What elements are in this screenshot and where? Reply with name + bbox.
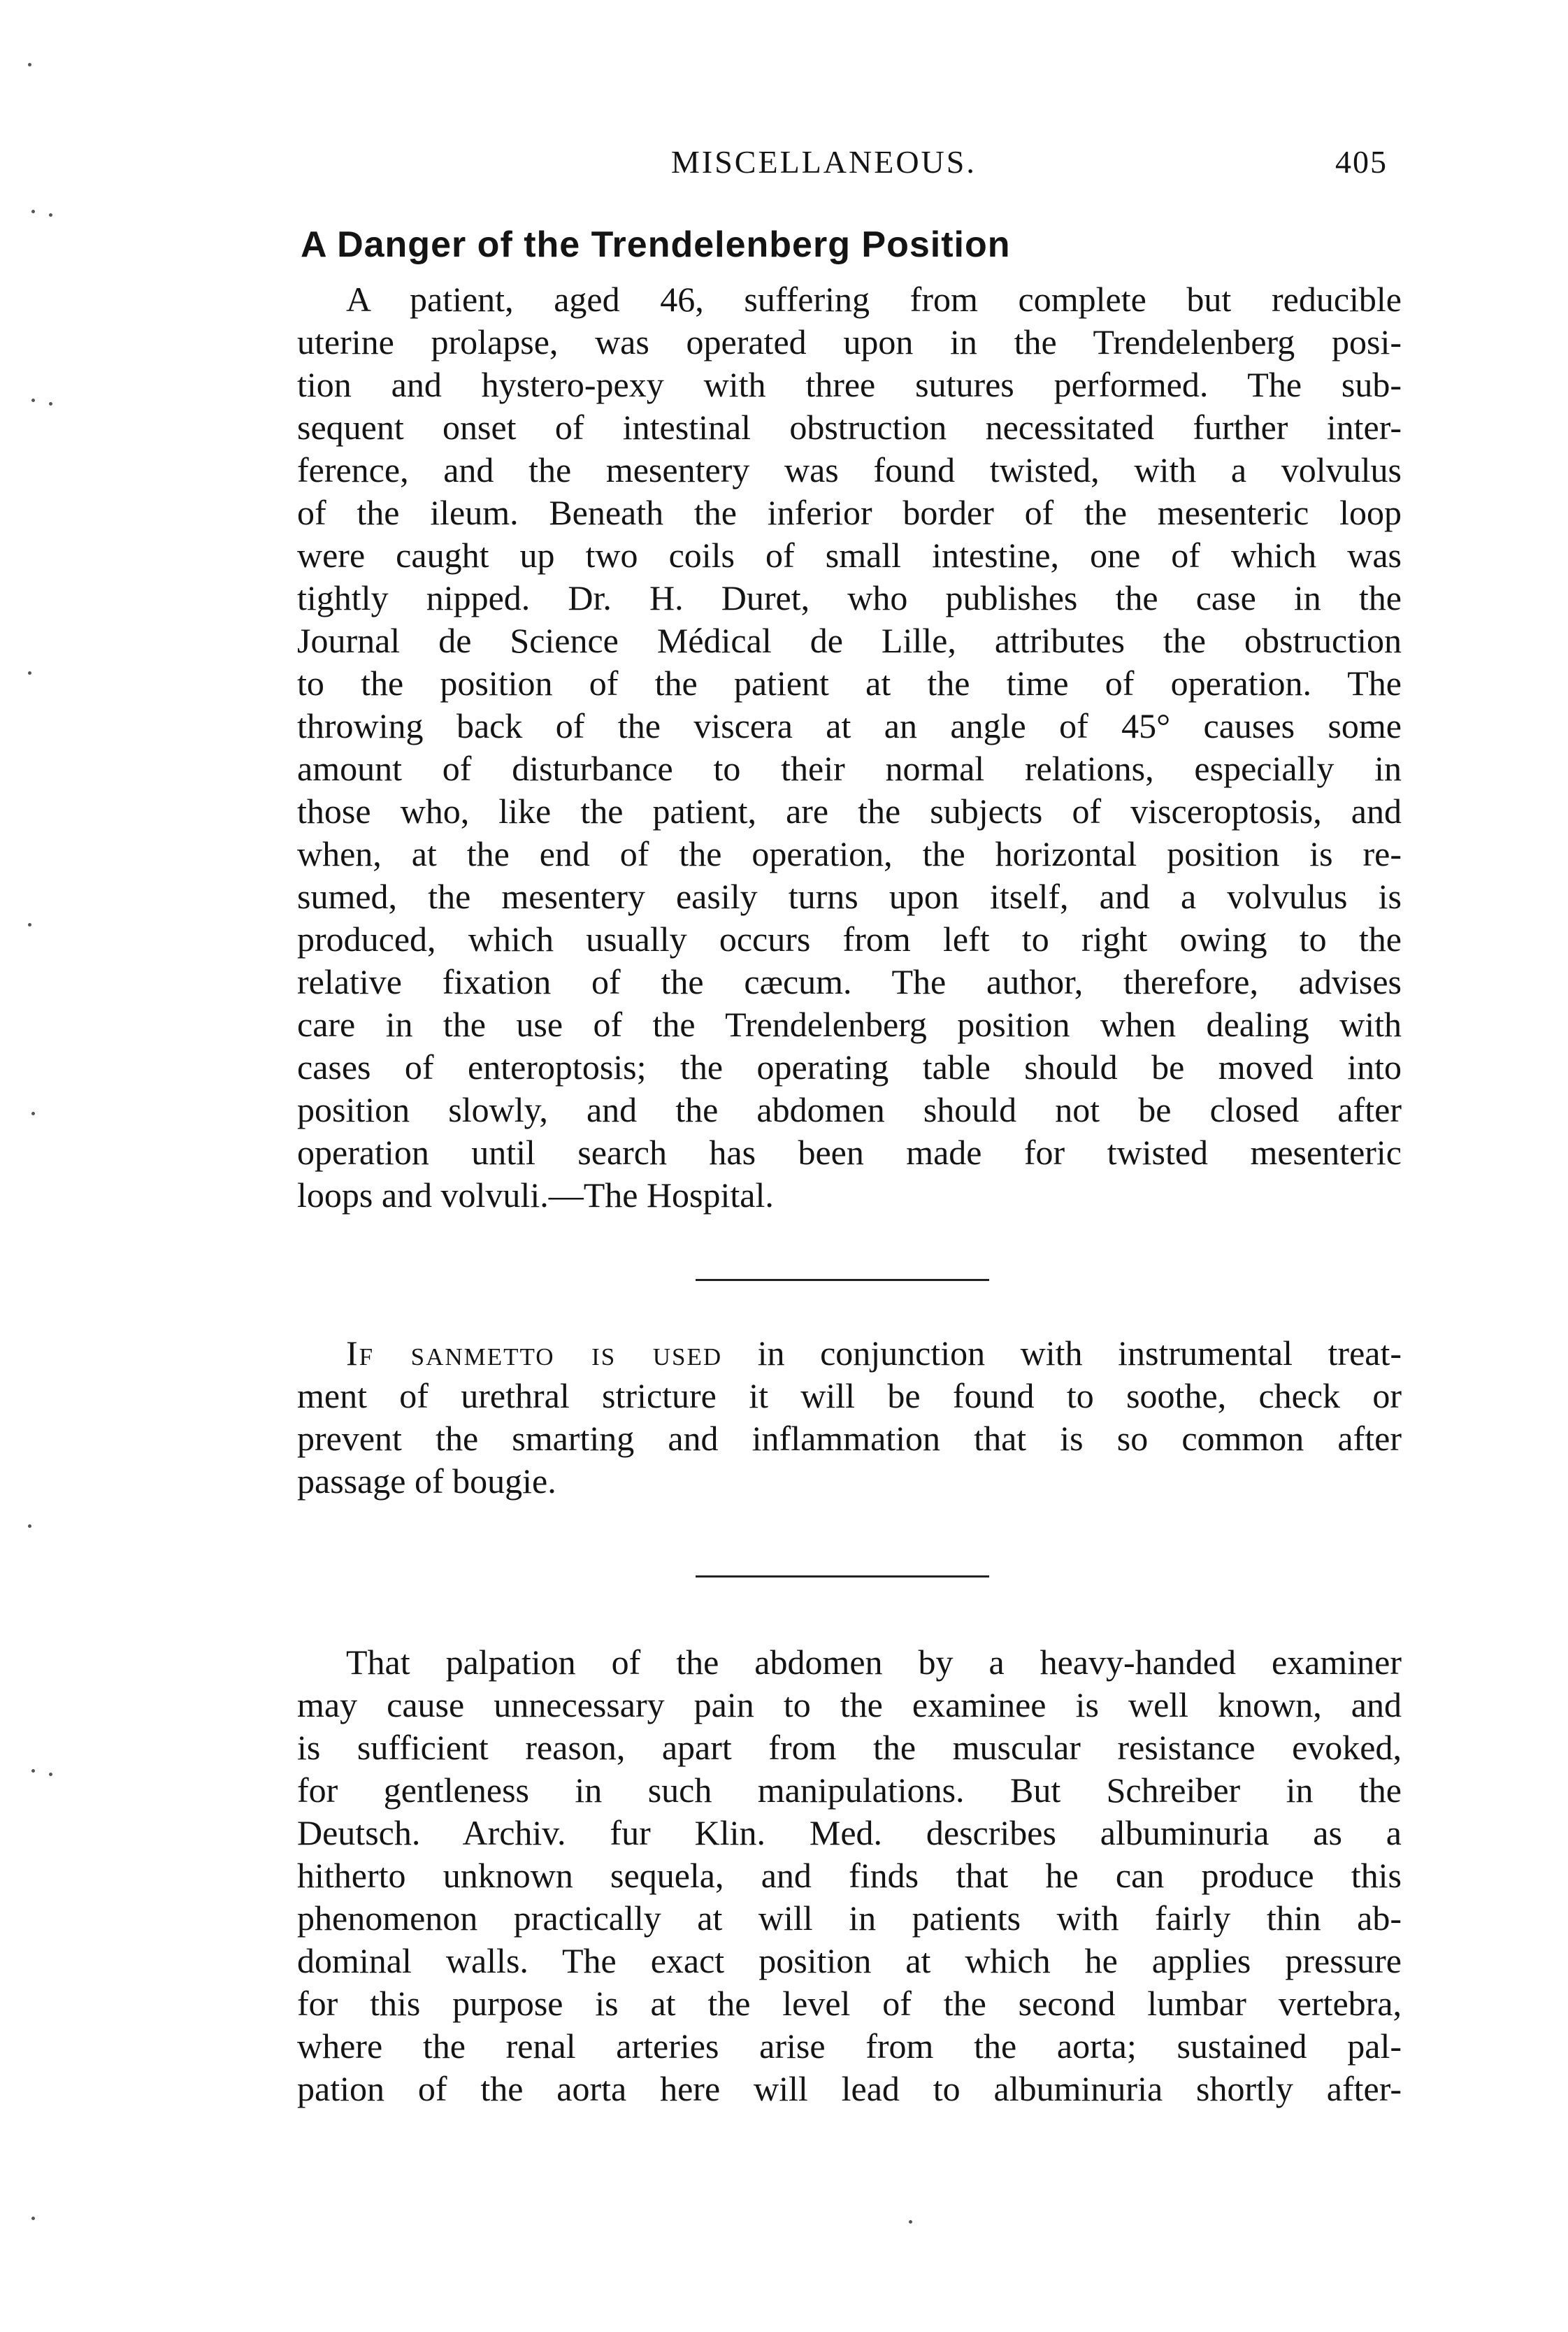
text-line: phenomenon practically at will in patients with fairly thin ab- [297, 1898, 1402, 1938]
text-line: A patient, aged 46, suffering from complete but reducible [346, 280, 1402, 319]
text-line: That palpation of the abdomen by a heavy-handed examiner [346, 1643, 1402, 1682]
text-line [297, 1332, 1402, 1375]
small-caps-lead-in: If sanmetto is used [346, 1333, 723, 1373]
text-line: uterine prolapse, was operated upon in the Trendelenberg posi- [297, 322, 1402, 362]
scan-speck [31, 1769, 35, 1773]
text-line: cases of enteroptosis; the operating table should be moved into [297, 1047, 1402, 1087]
text-line: ference, and the mesentery was found twisted, with a volvulus [297, 450, 1402, 489]
scan-speck [49, 402, 52, 406]
section-divider [696, 1575, 989, 1578]
text-line: loops and volvuli.—The Hospital. [297, 1175, 774, 1215]
text-line: prevent the smarting and inflammation that is so common after [297, 1419, 1402, 1458]
text-line: operation until search has been made for twisted mesenteric [297, 1133, 1402, 1172]
article-body-sanmetto [297, 1332, 1402, 1503]
scan-speck [31, 210, 35, 213]
article-title: A Danger of the Trendelenberg Position [301, 224, 1011, 265]
scan-speck [28, 63, 31, 66]
text-line: those who, like the patient, are the subjects of visceroptosis, and [297, 792, 1402, 831]
text-line: Journal de Science Médical de Lille, attributes the obstruction [297, 621, 1402, 660]
article-body-palpation [297, 1641, 1402, 2110]
text-line: care in the use of the Trendelenberg position when dealing with [297, 1005, 1402, 1044]
text-line: for gentleness in such manipulations. But Schreiber in the [297, 1771, 1402, 1810]
text-line: passage of bougie. [297, 1461, 556, 1501]
scan-speck [31, 2217, 35, 2220]
article-body-trendelenberg [297, 278, 1402, 1217]
scan-speck [31, 399, 35, 402]
text-line: hitherto unknown sequela, and finds that he can produce this [297, 1856, 1402, 1895]
running-head: MISCELLANEOUS. [671, 144, 977, 180]
section-divider [696, 1279, 989, 1281]
scan-speck [909, 2220, 912, 2224]
scan-speck [28, 1524, 31, 1528]
text-line: pation of the aorta here will lead to albuminuria shortly after- [297, 2069, 1402, 2108]
text-line: position slowly, and the abdomen should not be closed after [297, 1090, 1402, 1129]
page-number: 405 [1335, 144, 1388, 180]
text-line: when, at the end of the operation, the horizontal position is re- [297, 834, 1402, 873]
text-line: throwing back of the viscera at an angle of 45° causes some [297, 706, 1402, 745]
scan-speck [28, 923, 31, 927]
text-line: to the position of the patient at the time of operation. The [297, 664, 1402, 703]
text-line: tightly nipped. Dr. H. Duret, who publishes the case in the [297, 578, 1402, 617]
text-line: sequent onset of intestinal obstruction necessitated further inter- [297, 408, 1402, 447]
scan-speck [28, 671, 31, 675]
scan-speck [31, 1112, 35, 1115]
text-line-rest: in conjunction with instrumental treat- [757, 1333, 1402, 1373]
text-line: for this purpose is at the level of the second lumbar vertebra, [297, 1984, 1402, 2023]
text-line: may cause unnecessary pain to the examinee is well known, and [297, 1685, 1402, 1724]
text-line: amount of disturbance to their normal relations, especially in [297, 749, 1402, 788]
scan-speck [49, 213, 52, 217]
text-line: relative fixation of the cæcum. The author, therefore, advises [297, 962, 1402, 1001]
text-line: of the ileum. Beneath the inferior border of the mesenteric loop [297, 493, 1402, 532]
scan-speck [49, 1773, 52, 1776]
text-line: ment of urethral stricture it will be found to soothe, check or [297, 1376, 1402, 1415]
text-line: produced, which usually occurs from left to right owing to the [297, 920, 1402, 959]
text-line: is sufficient reason, apart from the muscular resistance evoked, [297, 1728, 1402, 1767]
text-line: sumed, the mesentery easily turns upon itself, and a volvulus is [297, 877, 1402, 916]
text-line: dominal walls. The exact position at which he applies pressure [297, 1941, 1402, 1980]
text-line: were caught up two coils of small intestine, one of which was [297, 536, 1402, 575]
text-line: tion and hystero-pexy with three sutures performed. The sub- [297, 365, 1402, 404]
text-line: where the renal arteries arise from the aorta; sustained pal- [297, 2026, 1402, 2066]
text-line: Deutsch. Archiv. fur Klin. Med. describes albuminuria as a [297, 1813, 1402, 1852]
